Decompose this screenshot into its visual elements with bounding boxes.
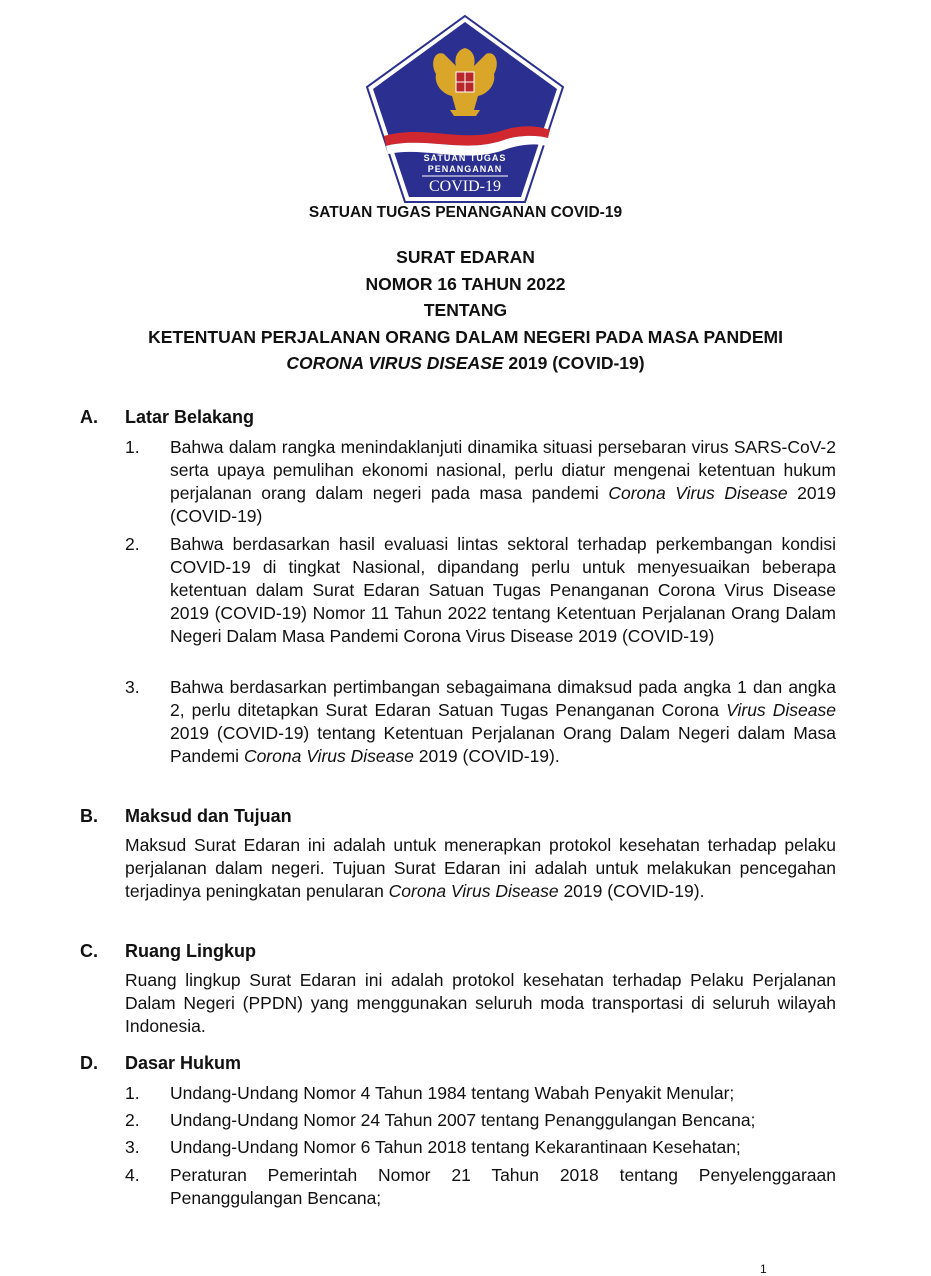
document-title [60,244,871,377]
list-item-number: 3. [125,1137,140,1157]
list-item-number: 1. [125,1083,140,1103]
paragraph-text: 2019 (COVID-19). [558,881,705,901]
section-b-paragraph [125,834,836,903]
list-item-text-part: Bahwa dalam rangka menindaklanjuti dinamika situasi persebaran virus SARS-CoV-2 serta upaya pemulihan ekonomi nasional, perlu diatur mengenai ketentuan hukum perjalanan orang dalam negeri pada masa pandemi [170,437,836,503]
list-item-number: 1. [125,437,140,457]
list-item-text-italic: Virus Disease [726,700,836,720]
title-line-2: NOMOR 16 TAHUN 2022 [365,273,566,294]
section-a-heading [80,407,254,428]
list-item-text: Undang-Undang Nomor 6 Tahun 2018 tentang Kekarantinaan Kesehatan; [170,1137,741,1157]
list-item-text-part: 2019 (COVID-19) [170,483,837,526]
list-item-text: Peraturan Pemerintah Nomor 21 Tahun 2018 tentang Penyelenggaraan Penanggulangan Bencana; [170,1165,836,1208]
section-c-heading [80,941,256,962]
section-a-title: Latar Belakang [125,407,255,427]
list-item-number: 4. [125,1165,140,1185]
title-line-5 [60,350,871,377]
list-item-text [170,676,836,768]
list-item-text [170,436,836,528]
logo-line2: PENANGANAN [427,164,503,174]
section-d-title: Dasar Hukum [125,1053,242,1073]
section-b-title: Maksud dan Tujuan [125,806,292,826]
paragraph-text: Maksud Surat Edaran ini adalah untuk menerapkan protokol kesehatan terhadap pelaku perjalanan dalam negeri. Tujuan Surat Edaran ini adalah untuk melakukan pencegahan terjadinya peningkatan penularan [125,835,836,901]
logo-line3: COVID-19 [429,178,501,195]
logo-line1: SATUAN TUGAS [423,153,507,163]
list-item-text-part: 2019 (COVID-19). [413,746,560,766]
paragraph-italic: Corona Virus Disease [388,881,559,901]
title-line-5-rest: 2019 (COVID-19) [503,353,645,373]
list-item-number: 2. [125,534,140,554]
list-item-text-italic: Corona Virus Disease [243,746,414,766]
section-c-title: Ruang Lingkup [125,941,256,961]
section-d-heading [80,1053,241,1074]
title-line-5-italic: CORONA VIRUS DISEASE [286,353,504,373]
list-item-text-part: Bahwa berdasarkan pertimbangan sebagaimana dimaksud pada angka 1 dan angka 2, perlu ditetapkan Surat Edaran Satuan Tugas Penanganan Corona [170,677,836,720]
list-item-text: Bahwa berdasarkan hasil evaluasi lintas sektoral terhadap perkembangan kondisi COVID-19 di tingkat Nasional, dipandang perlu untuk menyesuaikan beberapa ketentuan dalam Surat Edaran Satuan Tugas Penanganan Corona Virus Disease 2019 (COVID-19) Nomor 11 Tahun 2022 tentang Ketentuan Perjalanan Orang Dalam Negeri Dalam Masa Pandemi Corona Virus Disease 2019 (COVID-19) [170,534,836,646]
organization-name: SATUAN TUGAS PENANGANAN COVID-19 [308,204,623,221]
list-item-number: 2. [125,1110,140,1130]
satgas-covid19-logo [364,14,566,204]
page-number: 1 [760,1262,767,1276]
title-line-1: SURAT EDARAN [396,247,535,267]
list-item-text-part: 2019 (COVID-19) tentang Ketentuan Perjalanan Orang Dalam Negeri dalam Masa Pandemi [170,723,836,766]
section-b-letter: B. [80,806,98,826]
list-item-text-italic: Corona Virus Disease [608,483,788,503]
section-b-heading [80,806,292,827]
title-line-3: TENTANG [423,300,508,320]
section-a-letter: A. [80,407,98,427]
section-c-paragraph: Ruang lingkup Surat Edaran ini adalah protokol kesehatan terhadap Pelaku Perjalanan Dalam Negeri (PPDN) yang menggunakan seluruh moda transportasi di seluruh wilayah Indonesia. [125,970,836,1036]
list-item-number: 3. [125,677,140,697]
section-c-letter: C. [80,941,98,961]
section-d-letter: D. [80,1053,98,1073]
title-line-4: KETENTUAN PERJALANAN ORANG DALAM NEGERI PADA MASA PANDEMI [148,326,783,347]
list-item-text: Undang-Undang Nomor 24 Tahun 2007 tentang Penanggulangan Bencana; [170,1110,756,1130]
list-item-text: Undang-Undang Nomor 4 Tahun 1984 tentang Wabah Penyakit Menular; [170,1083,735,1103]
